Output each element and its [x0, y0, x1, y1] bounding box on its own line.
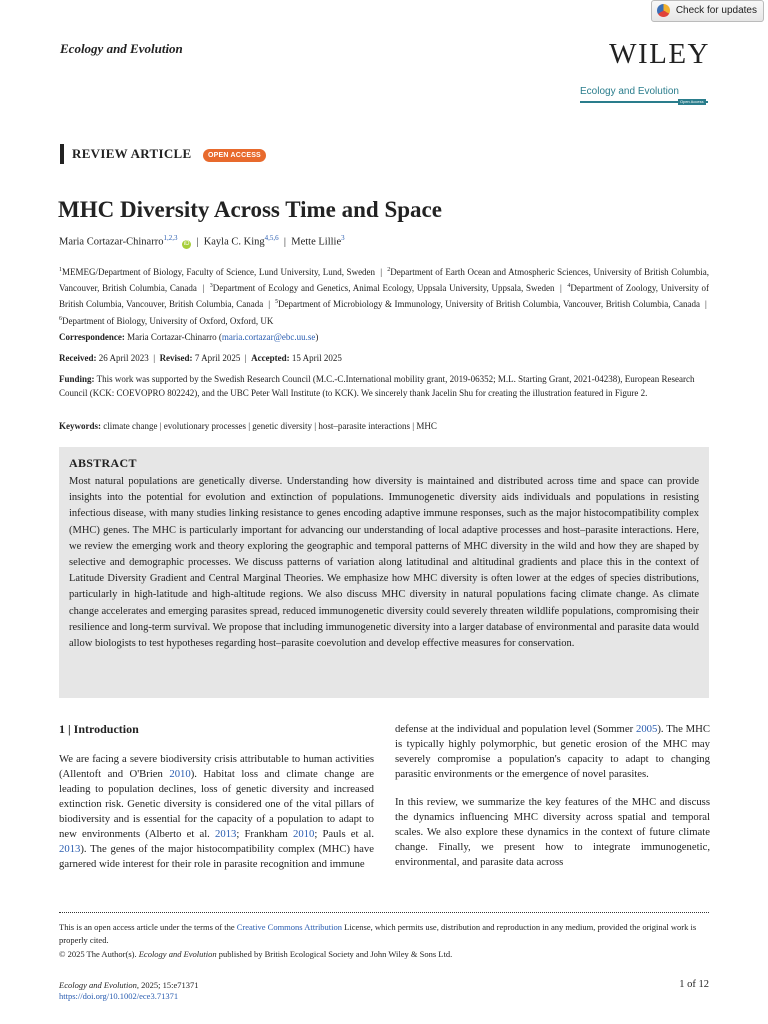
- affil-num: 6: [59, 315, 62, 322]
- affil-text: Department of Earth Ocean and Atmospheric Sciences, University of British Columbia, Vancouver, British Columbia, Canada: [59, 267, 710, 294]
- orcid-icon[interactable]: iD: [183, 240, 190, 247]
- paragraph: We are facing a severe biodiversity crisis attributable to human activities (Allentoft and O'Brien 2010). Habitat loss and climate change are leading to population declines, loss of genetic diversity and increased extinction risk. Genetic diversity is considered one of the vital pillars of biodiversity and is essential for the capacity of a population to adapt to new environments (Alberto et al. 2013; Frankham 2010; Pauls et al. 2013). The genes of the major histocompatibility complex (MHC) have garnered wide interest for their role in parasite recognition and immune: [59, 753, 375, 870]
- affil-num: 2: [387, 267, 391, 273]
- author-name[interactable]: Mette Lillie: [291, 236, 342, 248]
- correspondence-close: ): [315, 332, 319, 342]
- article-type: REVIEW ARTICLE: [72, 146, 192, 161]
- affil-num: 5: [275, 299, 279, 306]
- doi-link[interactable]: https://doi.org/10.1002/ece3.71371: [59, 991, 179, 1001]
- open-access-badge: OPEN ACCESS: [203, 149, 266, 162]
- paragraph: In this review, we summarize the key features of the MHC and discuss the dynamics influencing MHC diversity across spatial and temporal scales. We also explore these dynamics in the context of future climate change. Finally, we present how to integrate immunogenetic, environmental, and parasite data across: [395, 796, 710, 868]
- affiliations: $^1$MEMEG/Department of Biology, Faculty of Science, Lund University, Lund, Sweden | $^2$Department of Earth Ocean and Atmospheric Sciences, University of British Columbia, Vancouver, British Columbia, Canada | $^3$Department of Ecology and Genetics, Animal Ecology, Uppsala University, Uppsala, Sweden | $^4$Department of Zoology, University of British Columbia, Vancouver, British Columbia, Canada | $^5$Department of Microbiology & Immunology, University of British Columbia, Vancouver, British Columbia, Canada | $^6$Department of Biology, University of Oxford, Oxford, UK: [59, 267, 710, 326]
- author-affil-sup[interactable]: 3: [341, 234, 345, 242]
- citation-info: Ecology and Evolution, 2025; 15:e71371 https://doi.org/10.1002/ece3.71371: [59, 980, 199, 1001]
- affil-text: Department of Ecology and Genetics, Animal Ecology, Uppsala University, Uppsala, Sweden: [212, 283, 555, 294]
- journal-logo-open-access: Open Access: [680, 99, 704, 104]
- affil-num: 3: [209, 283, 213, 290]
- funding-text: This work was supported by the Swedish Research Council (M.C.-C.International mobility grant, 2019-06352; M.L. Starting Grant, 2021-04238), European Research Council (KCK: COEVOPRO 802242), and the UBC Peter Wall Institute (to KCK). We sincerely thank Jacelin Shu for creating the illustration featured in Figure 2.: [59, 374, 695, 398]
- author-affil-sup[interactable]: 4,5,6: [264, 234, 279, 242]
- check-for-updates-button[interactable]: [651, 0, 764, 22]
- publisher-logo: WILEY: [609, 38, 710, 70]
- article-type-label: [60, 144, 266, 164]
- received-date: 26 April 2023: [98, 353, 149, 363]
- citation-link[interactable]: 2010: [169, 768, 191, 780]
- left-column: [59, 752, 374, 884]
- license-link[interactable]: Creative Commons Attribution: [236, 922, 343, 932]
- affil-num: 4: [567, 283, 571, 290]
- citation-link[interactable]: 2010: [292, 828, 315, 840]
- correspondence-name: Maria Cortazar-Chinarro (: [127, 332, 222, 342]
- check-updates-label: Check for updates: [675, 5, 757, 16]
- affil-text: Department of Biology, University of Oxford, Oxford, UK: [62, 315, 274, 326]
- affil-text: MEMEG/Department of Biology, Faculty of Science, Lund University, Lund, Sweden: [62, 267, 376, 277]
- citation-link[interactable]: 2013: [215, 828, 237, 840]
- author-name[interactable]: Kayla C. King: [203, 236, 265, 248]
- journal-logo: Ecology and Evolution: [580, 86, 679, 97]
- footer-divider: [59, 912, 709, 913]
- accepted-date: 15 April 2025: [291, 353, 342, 363]
- author-affil-sup[interactable]: 1,2,3: [163, 234, 178, 242]
- right-column: [395, 722, 710, 882]
- abstract-text: Most natural populations are genetically diverse. Understanding how diversity is maintained and distributed across time and space can provide insights into the potential for evolution and extinction of populations. Immunogenetic diversity aids individuals and populations in resisting infectious disease, with many studies linking resistance to genes encoding adaptive immune responses, such as the major histocompatibility complex (MHC) genes. The MHC is particularly important for advancing our understanding of local adaptive processes and host–parasite interactions. Here, we review the emerging work and theory exploring the geographic and temporal patterns of MHC diversity in the wild and how they are shaped by selective and demographic processes. We discuss patterns of variation along latitudinal and altitudinal gradients and place this in the context of Latitude Diversity Gradient and Central Marginal Theories. We emphasize how MHC diversity is often lower at the edges of species distributions, particularly in high-latitude and high-altitude regions. We also discuss MHC diversity in natural populations facing climate change. As climate change accelerates and emerging parasites spread, reduced immunogenetic diversity could severely threaten wildlife populations, compromising their resilience and long-term survival. We propose that including immunogenetic diversity into a larger database of environmental and parasite data would allow biologists to test hypotheses regarding host–parasite coevolution and develop effective measures for conservation.: [69, 476, 699, 650]
- funding: [59, 373, 709, 400]
- license-notice: This is an open access article under the terms of the Creative Commons Attribution License, which permits use, distribution and reproduction in any medium, provided the original work is properly cited. © 2025 The Author(s). Ecology and Evolution published by British Ecological Society and John Wiley & Sons Ltd.: [59, 922, 697, 959]
- citation-link[interactable]: 2013: [59, 843, 81, 855]
- received-label: Received:: [59, 353, 97, 363]
- running-journal-title: Ecology and Evolution: [60, 41, 183, 56]
- section-title: 1 | Introduction: [59, 722, 139, 736]
- keywords-label: Keywords:: [59, 421, 101, 431]
- author-list: Maria Cortazar-Chinarro$^{1,2,3}$ iD | Kayla C. King$^{4,5,6}$ | Mette Lillie$^3$: [59, 234, 345, 248]
- accepted-label: Accepted:: [251, 353, 290, 363]
- citation-link[interactable]: 2005: [635, 723, 658, 735]
- affil-num: 1: [59, 267, 62, 273]
- article-dates: Received: 26 April 2023 | Revised: 7 April 2025 | Accepted: 15 April 2025: [59, 353, 342, 363]
- revised-label: Revised:: [159, 353, 193, 363]
- abstract-title: ABSTRACT: [69, 456, 137, 470]
- correspondence: [59, 331, 709, 345]
- affil-text: Department of Zoology, University of British Columbia, Vancouver, British Columbia, Canada: [59, 283, 709, 310]
- funding-label: Funding:: [59, 374, 95, 384]
- paragraph: defense at the individual and population level (Sommer 2005). The MHC is typically highly polymorphic, but genetic erosion of the MHC may severely compromise a population's capacity to adapt to changing parasitic environments or the emergence of novel parasites.: [395, 723, 710, 780]
- correspondence-label: Correspondence:: [59, 332, 125, 342]
- keywords-text: climate change | evolutionary processes | genetic diversity | host–parasite interactions | MHC: [103, 421, 437, 431]
- article-title: MHC Diversity Across Time and Space: [58, 197, 442, 222]
- revised-date: 7 April 2025: [194, 353, 241, 363]
- keywords: [59, 420, 709, 434]
- author-name[interactable]: Maria Cortazar-Chinarro: [59, 236, 164, 248]
- crossmark-icon: [657, 4, 670, 17]
- correspondence-email-link[interactable]: maria.cortazar@ebc.uu.se: [221, 332, 316, 342]
- page-number: 1 of 12: [679, 979, 709, 990]
- affil-text: Department of Microbiology & Immunology, University of British Columbia, Vancouver, British Columbia, Canada: [278, 299, 700, 310]
